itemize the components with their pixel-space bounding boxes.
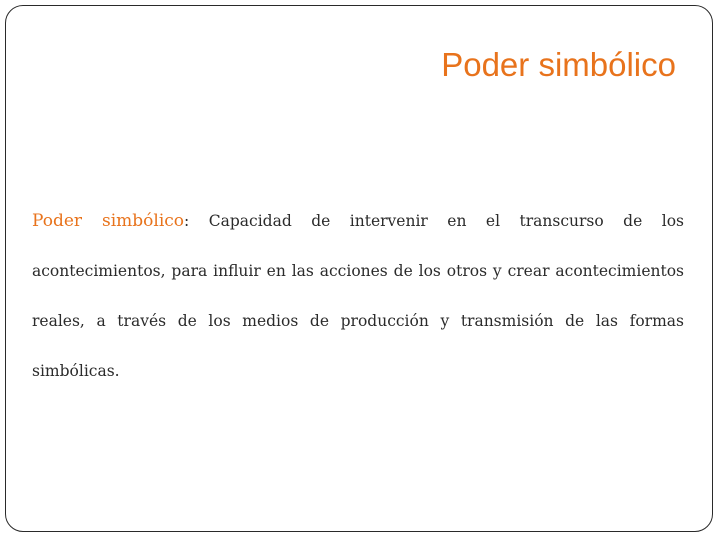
- definition-paragraph: [32, 196, 684, 396]
- term-separator: :: [184, 211, 209, 230]
- definition-text: Capacidad de intervenir en el transcurso de los acontecimientos, para influir en las acciones de los otros y crear acontecimientos reales, a través de los medios de producción y transmisión de las formas simbólicas.: [32, 211, 684, 380]
- slide-title: Poder simbólico: [441, 46, 676, 83]
- defined-term: Poder simbólico: [32, 210, 185, 231]
- slide-frame: [5, 5, 713, 532]
